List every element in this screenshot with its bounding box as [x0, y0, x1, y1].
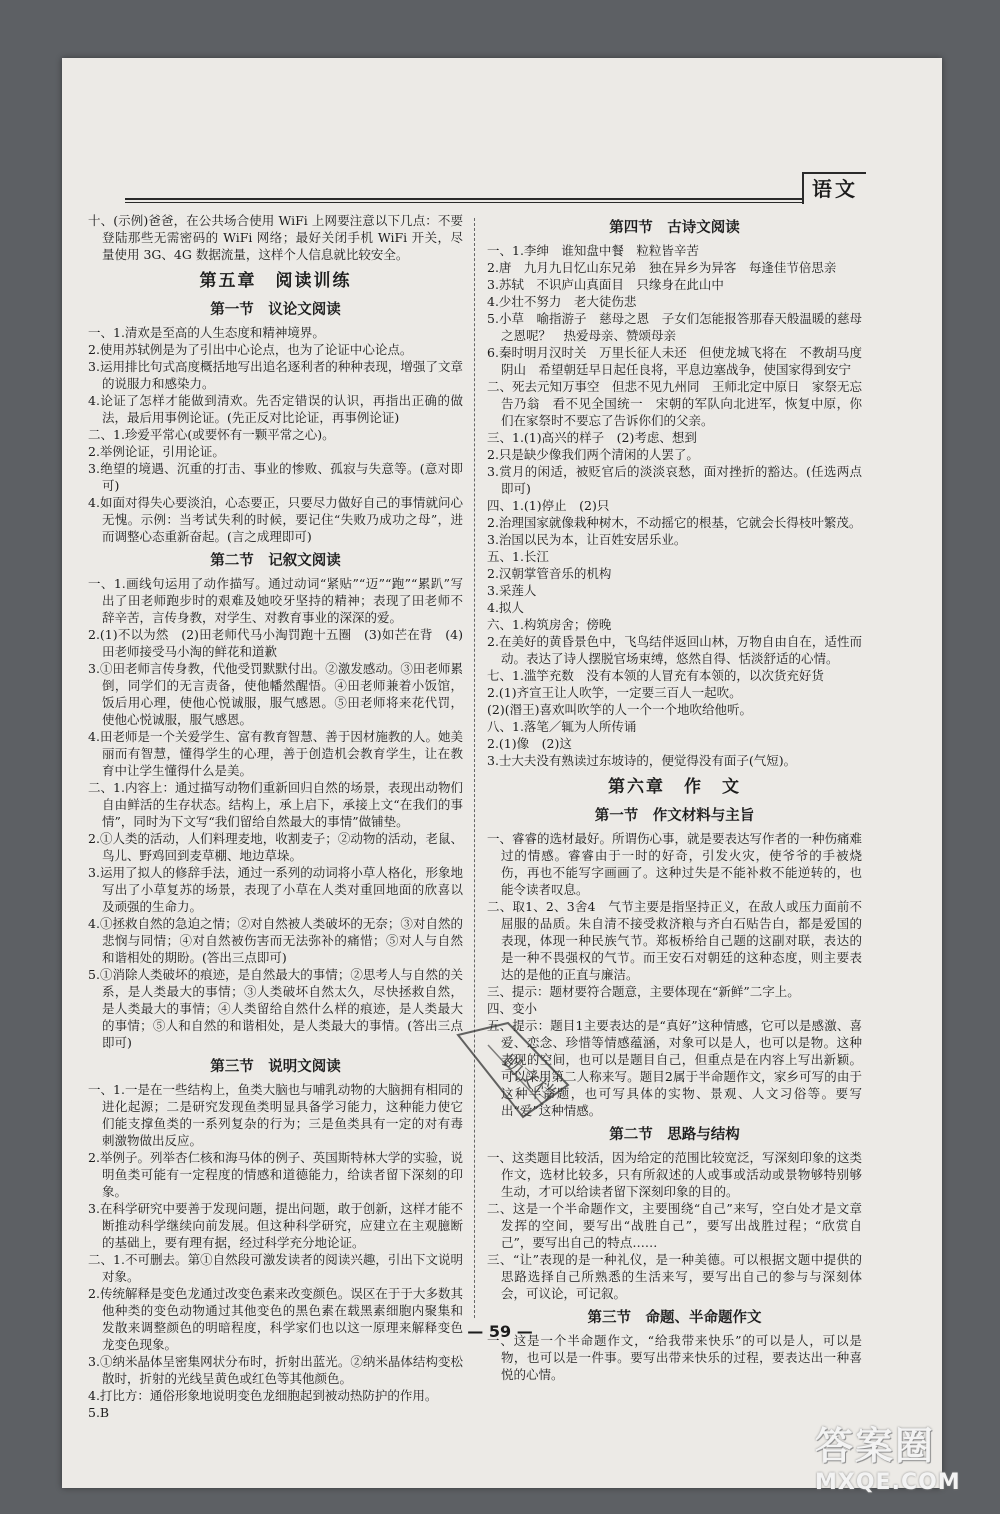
answer-item: 一、这是一个半命题作文，“给我带来快乐”的可以是人，可以是物，也可以是一件事。要写出带来快乐的过程，要表达出一种喜悦的心情。 [487, 1333, 862, 1382]
answer-item: 2.使用苏轼例是为了引出中心论点，也为了论证中心论点。 [88, 342, 413, 357]
answer-item: 3.①纳米晶体呈密集网状分布时，折射出蓝光。②纳米晶体结构变松散时，折射的光线呈黄色或红色等其他颜色。 [88, 1354, 463, 1386]
answer-item: 5.小草 喻指游子 慈母之恩 子女们怎能报答那春天般温暖的慈母之恩呢？ 热爱母亲、赞颂母亲 [487, 311, 862, 343]
answer-item: 三、提示：题材要符合题意，主要体现在“新鲜”二字上。 [487, 984, 800, 999]
subject-label: 语文 [802, 172, 866, 204]
answer-item: 5.B [88, 1405, 110, 1420]
section-1-title: 第一节 议论文阅读 [210, 302, 341, 318]
answer-item: 三、“让”表现的是一种礼仪，是一种美德。可以根据文题中提供的思路选择自己所熟悉的生活来写，要写出自己的参与与深刻体会，可议论，可记叙。 [487, 1252, 862, 1301]
answer-item: 2.举例论证，引用论证。 [88, 444, 225, 459]
writing-section-2-title: 第二节 思路与结构 [609, 1127, 740, 1143]
answer-item: 4.田老师是一个关爱学生、富有教育智慧、善于因材施教的人。她美丽而有智慧，懂得学生的心理，善于创造机会教育学生，让在教育中让学生懂得什么是美。 [88, 729, 463, 778]
answer-item: 3.赏月的闲适，被贬官后的淡淡哀愁，面对挫折的豁达。(任选两点即可) [487, 464, 862, 496]
answer-item: 2.①人类的活动，人们料理麦地，收割麦子；②动物的活动，老鼠、鸟儿、野鸡回到麦草棚、地边草垛。 [88, 831, 463, 863]
stamp-text: 助文档 [497, 1049, 560, 1106]
answer-item: 2.(1)像 (2)这 [487, 736, 572, 751]
answer-item: 二、取1、2、3舍4 气节主要是指坚持正义，在敌人或压力面前不屈服的品质。朱自清不接受救济粮与齐白石贴告白，都是爱国的表现，体现一种民族气节。郑板桥给自己题的这副对联，表达的是一种不畏强权的气节。而王安石对朝廷的这种态度，则主要表达的是他的正直与廉洁。 [487, 899, 862, 982]
answer-item: 一、睿睿的选材最好。所谓伤心事，就是要表达写作者的一种伤痛难过的情感。睿睿由于一时的好奇，引发火灾，使爷爷的手被烧伤，再也不能写字画画了。这种过失是不能补救不能逆转的，也能令读者叹息。 [487, 831, 863, 897]
section-1-answers [88, 324, 463, 545]
answer-item: 6.秦时明月汉时关 万里长征人未还 但使龙城飞将在 不教胡马度阴山 希望朝廷早日起任良将，平息边塞战争，使国家得到安宁 [487, 345, 862, 377]
column-divider [474, 218, 475, 1318]
watermark-title: 答案圈 [815, 1424, 936, 1468]
intro-paragraph: 十、(示例)爸爸，在公共场合使用 WiFi 上网要注意以下几点：不要登陆那些无需密码的 WiFi 网络；最好关闭手机 WiFi 开关，尽量使用 3G、4G 数据流量，这样个人信息就比较安全。 [88, 213, 463, 262]
answer-item: 4.论证了怎样才能做到清欢。先否定错误的认识，再指出正确的做法，最后用事例论证。(先正反对比论证，再事例论证) [88, 393, 463, 425]
section-3-answers [88, 1081, 463, 1421]
answer-item: 2.在美好的黄昏景色中，飞鸟结伴返回山林，万物自由自在，适性而动。表达了诗人摆脱官场束缚，悠然自得、恬淡舒适的心情。 [487, 634, 862, 666]
section-2-title: 第二节 记叙文阅读 [210, 553, 341, 569]
section-3-title: 第三节 说明文阅读 [210, 1059, 341, 1075]
writing-section-3-title: 第三节 命题、半命题作文 [587, 1310, 762, 1326]
answer-item: 3.①田老师言传身教，代他受罚默默付出。②激发感动。③田老师累倒，同学们的无言责备，使他幡然醒悟。④田老师兼着小饭馆，饭后用心理，使他心悦诚服，服气感恩。⑤田老师将来花代罚，使他心悦诚服，服气感恩。 [88, 661, 463, 727]
section-2-answers [88, 575, 463, 1051]
answer-item: 二、死去元知万事空 但悲不见九州同 王师北定中原日 家祭无忘告乃翁 看不见全国统一 宋朝的军队向北进军，恢复中原，你们在家祭时不要忘了告诉你们的父亲。 [487, 379, 863, 428]
answer-item: 3.运用排比句式高度概括地写出追名逐利者的种种表现，增强了文章的说服力和感染力。 [88, 359, 463, 391]
writing-section-1-title: 第一节 作文材料与主旨 [594, 808, 755, 824]
answer-item: 3.治国以民为本，让百姓安居乐业。 [487, 532, 687, 547]
answer-item: 3.在科学研究中要善于发现问题，提出问题，敢于创新，这样才能不断推动科学继续向前发展。但这种科学研究，应建立在主观臆断的基础上，要有理有据，经过科学充分地论证。 [88, 1201, 463, 1250]
answer-item: 一、1.画线句运用了动作描写。通过动词“紧贴”“迈”“跑”“累趴”写出了田老师跑步时的艰难及她咬牙坚持的精神；表现了田老师不辞辛苦，言传身教，对学生、对教育事业的深深的爱。 [88, 576, 463, 625]
watermark [815, 1415, 985, 1510]
answer-item: 2.治理国家就像栽种树木，不动摇它的根基，它就会长得枝叶繁茂。 [487, 515, 862, 530]
left-column [88, 212, 463, 1421]
answer-item: 5.①消除人类破坏的痕迹，是自然最大的事情；②思考人与自然的关系，是人类最大的事情；③人类破坏自然太久，尽快拯救自然，是人类最大的事情；④人类留给自然什么样的痕迹，是人类最大的事情；⑤人和自然的和谐相处，是人类最大的事情。(答出三点即可) [88, 967, 463, 1050]
answer-item: (2)(湣王)喜欢叫吹竽的人一个一个地吹给他听。 [487, 702, 752, 717]
answer-item: 一、1.清欢是至高的人生态度和精神境界。 [88, 325, 325, 340]
answer-item: 一、1.李绅 谁知盘中餐 粒粒皆辛苦 [487, 243, 699, 258]
answer-item: 一、1.一是在一些结构上，鱼类大脑也与哺乳动物的大脑拥有相同的进化起源；二是研究发现鱼类明显具备学习能力，这种能力使它们能支撑鱼类的一系列复杂的行为；三是鱼类具有一定的对有毒刺激物做出反应。 [88, 1082, 463, 1148]
right-column [487, 212, 862, 1383]
answer-item: 2.唐 九月九日忆山东兄弟 独在异乡为异客 每逢佳节倍思亲 [487, 260, 837, 275]
answer-item: 4.少壮不努力 老大徒伤悲 [487, 294, 637, 309]
answer-item: 四、1.(1)停止 (2)只 [487, 498, 610, 513]
section-4-answers [487, 242, 862, 769]
chapter-6-title: 第六章 作 文 [608, 777, 741, 797]
header-rule-thin [125, 202, 860, 203]
answer-item: 八、1.落笔／辄为人所传诵 [487, 719, 637, 734]
answer-item: 2.(1)齐宣王让人吹竽，一定要三百人一起吹。 [487, 685, 742, 700]
answer-item: 五、提示：题目1主要表达的是“真好”这种情感，它可以是感激、喜爱、恋念、珍惜等情感蕴涵，对象可以是人，也可以是物。这种表现的空间，也可以是题目自己，但重点是在内容上写出新颖。可以采用第二人称来写。题目2属于半命题作文，家乡可写的由于这种半命题，也可写具体的实物、景观、人文习俗等。要写出“爱”这种情感。 [487, 1018, 862, 1118]
answer-item: 2.传统解释是变色龙通过改变色素来改变颜色。误区在于于大多数其他种类的变色动物通过其他变色的黑色素在载黑素细胞内聚集和发散来调整颜色的明暗程度，科学家们也以这一原理来解释变色龙变色现象。 [88, 1286, 463, 1352]
answer-item: 2.举例子。列举杏仁核和海马体的例子、英国斯特林大学的实验，说明鱼类可能有一定程度的情感和道德能力，给读者留下深刻的印象。 [88, 1150, 463, 1199]
answer-item: 2.只是缺少像我们两个清闲的人罢了。 [487, 447, 699, 462]
answer-item: 二、1.不可删去。第①自然段可激发读者的阅读兴趣，引出下文说明对象。 [88, 1252, 463, 1284]
answer-item: 3.采莲人 [487, 583, 537, 598]
writing-section-2-answers [487, 1149, 862, 1302]
answer-item: 3.苏轼 不识庐山真面目 只缘身在此山中 [487, 277, 724, 292]
section-4-title: 第四节 古诗文阅读 [609, 220, 740, 236]
chapter-5-title: 第五章 阅读训练 [199, 271, 352, 291]
answer-item: 七、1.滥竽充数 没有本领的人冒充有本领的，以次货充好货 [487, 668, 824, 683]
stamp-mark [448, 1015, 588, 1125]
answer-item: 2.汉朝掌管音乐的机构 [487, 566, 612, 581]
answer-item: 3.运用了拟人的修辞手法，通过一系列的动词将小草人格化，形象地写出了小草复苏的场景，表现了小草在人类对重回地面的欣喜以及顽强的生命力。 [88, 865, 463, 914]
header-rule [125, 198, 860, 200]
answer-item: 三、1.(1)高兴的样子 (2)考虑、想到 [487, 430, 697, 445]
answer-item: 4.打比方：通俗形象地说明变色龙细胞起到被动热防护的作用。 [88, 1388, 438, 1403]
answer-item: 4.如面对得失心要淡泊，心态要正，只要尽力做好自己的事情就问心无愧。示例：当考试失利的时候，要记住“失败乃成功之母”，进而调整心态重新奋起。(言之成理即可) [88, 495, 463, 544]
answer-item: 3.士大夫没有熟读过东坡诗的，便觉得没有面子(气短)。 [487, 753, 797, 768]
answer-item: 五、1.长江 [487, 549, 549, 564]
watermark-url: MXQE.COM [815, 1470, 961, 1495]
answer-item: 六、1.构筑房舍；傍晚 [487, 617, 612, 632]
answer-item: 4.拟人 [487, 600, 524, 615]
answer-item: 2.(1)不以为然 (2)田老师代马小淘罚跑十五圈 (3)如芒在背 (4)田老师接受马小淘的鲜花和道歉 [88, 627, 463, 659]
answer-item: 4.①拯救自然的急迫之情；②对自然被人类破坏的无奈；③对自然的悲悯与同情；④对自然被伤害而无法弥补的痛惜；⑤对人与自然和谐相处的期盼。(答出三点即可) [88, 916, 463, 965]
answer-item: 四、变小 [487, 1001, 538, 1016]
answer-item: 二、1.内容上：通过描写动物们重新回归自然的场景，表现出动物们自由鲜活的生存状态。结构上，承上启下，承接上文“在我们的事情”，同时为下文写“我们留给自然最大的事情”做铺垫。 [88, 780, 463, 829]
answer-item: 3.绝望的境遇、沉重的打击、事业的惨败、孤寂与失意等。(意对即可) [88, 461, 463, 493]
page-number: — 59 — [467, 1322, 533, 1341]
answer-item: 二、1.珍爱平常心(或要怀有一颗平常之心)。 [88, 427, 335, 442]
answer-item: 二、这是一个半命题作文，主要围绕“自己”来写，空白处才是文章发挥的空间，要写出“战胜自己”，要写出战胜过程；“欣赏自己”，要写出自己的特点…… [487, 1201, 862, 1250]
answer-item: 一、这类题目比较活，因为给定的范围比较宽泛，写深刻印象的这类作文，选材比较多，只有所叙述的人或事或活动或景物够特别够生动，才可以给读者留下深刻印象的目的。 [487, 1150, 863, 1199]
